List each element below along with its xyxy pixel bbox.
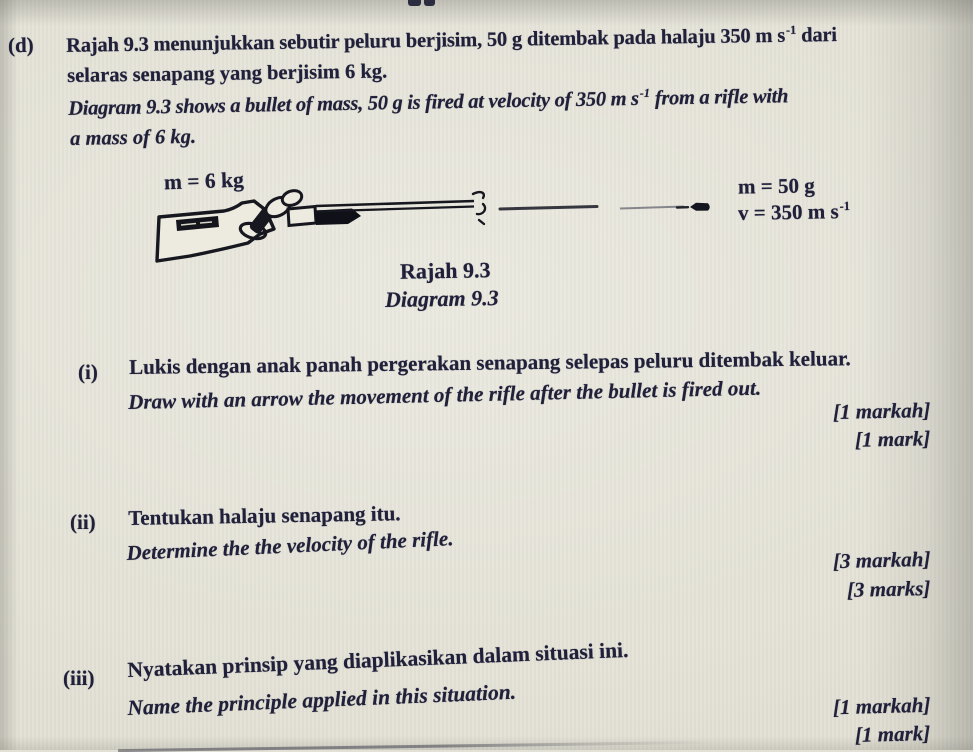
- trajectory-dash: [500, 207, 597, 210]
- part-i-malay: Lukis dengan anak panah pergerakan senapang selepas peluru ditembak keluar.: [129, 346, 851, 380]
- rifle-mass-label: m = 6 kg: [164, 168, 245, 196]
- cropped-page-number-mark: [424, 0, 435, 6]
- bullet-icon: [690, 203, 710, 211]
- malay-line1-sup: -1: [786, 23, 796, 37]
- part-ii-english: Determine the the velocity of the rifle.: [126, 526, 454, 566]
- question-malay-line2: selaras senapang yang berjisim 6 kg.: [67, 61, 387, 88]
- part-i-english: Draw with an arrow the movement of the rifle after the bullet is fired out.: [128, 376, 761, 415]
- diagram-caption-english: Diagram 9.3: [385, 285, 499, 313]
- part-iii-marks-english: [1 mark]: [854, 721, 930, 748]
- rifle-diagram-icon: [150, 168, 973, 308]
- question-label: (d): [8, 33, 34, 58]
- malay-line1-post: dari: [796, 24, 837, 47]
- bullet-velocity-text: v = 350 m s: [738, 199, 839, 225]
- barrel-bottom: [316, 207, 474, 212]
- part-iii-malay: Nyatakan prinsip yang diaplikasikan dalam situasi ini.: [127, 638, 629, 683]
- part-ii-marks-malay: [3 markah]: [832, 547, 930, 574]
- bolt-knob: [280, 188, 304, 208]
- barrel-top: [316, 201, 474, 206]
- part-iii-english: Name the principle applied in this situation.: [127, 680, 517, 721]
- part-ii-number: (ii): [70, 510, 96, 535]
- bullet-velocity-label: [738, 199, 851, 226]
- question-english-line2: a mass of 6 kg.: [70, 126, 196, 151]
- part-ii-malay: Tentukan halaju senapang itu.: [128, 501, 401, 531]
- bullet-mass-label: m = 50 g: [738, 173, 815, 199]
- english-line1-text: Diagram 9.3 shows a bullet of mass, 50 g is fired at velocity of 350 m s: [68, 88, 639, 120]
- part-i-marks-malay: [1 markah]: [832, 398, 930, 425]
- part-ii-marks-english: [3 marks]: [846, 576, 930, 603]
- trajectory-dash-faint: [620, 207, 684, 209]
- receiver: [288, 207, 316, 226]
- part-iii-number: (iii): [63, 666, 95, 691]
- english-line1-sup: -1: [640, 86, 650, 100]
- part-i-number: (i): [78, 360, 98, 385]
- english-line1-post: from a rifle with: [650, 85, 788, 109]
- cropped-page-number-mark: [408, 0, 421, 6]
- malay-line1-text: Rajah 9.3 menunjukkan sebutir peluru berjisim, 50 g ditembak pada halaju 350 m s: [66, 25, 785, 57]
- bullet-velocity-sup: -1: [839, 199, 850, 213]
- diagram-caption-malay: Rajah 9.3: [400, 257, 491, 285]
- part-iii-marks-malay: [1 markah]: [832, 693, 930, 721]
- part-i-marks-english: [1 mark]: [854, 426, 930, 453]
- muzzle-mark: [473, 192, 485, 224]
